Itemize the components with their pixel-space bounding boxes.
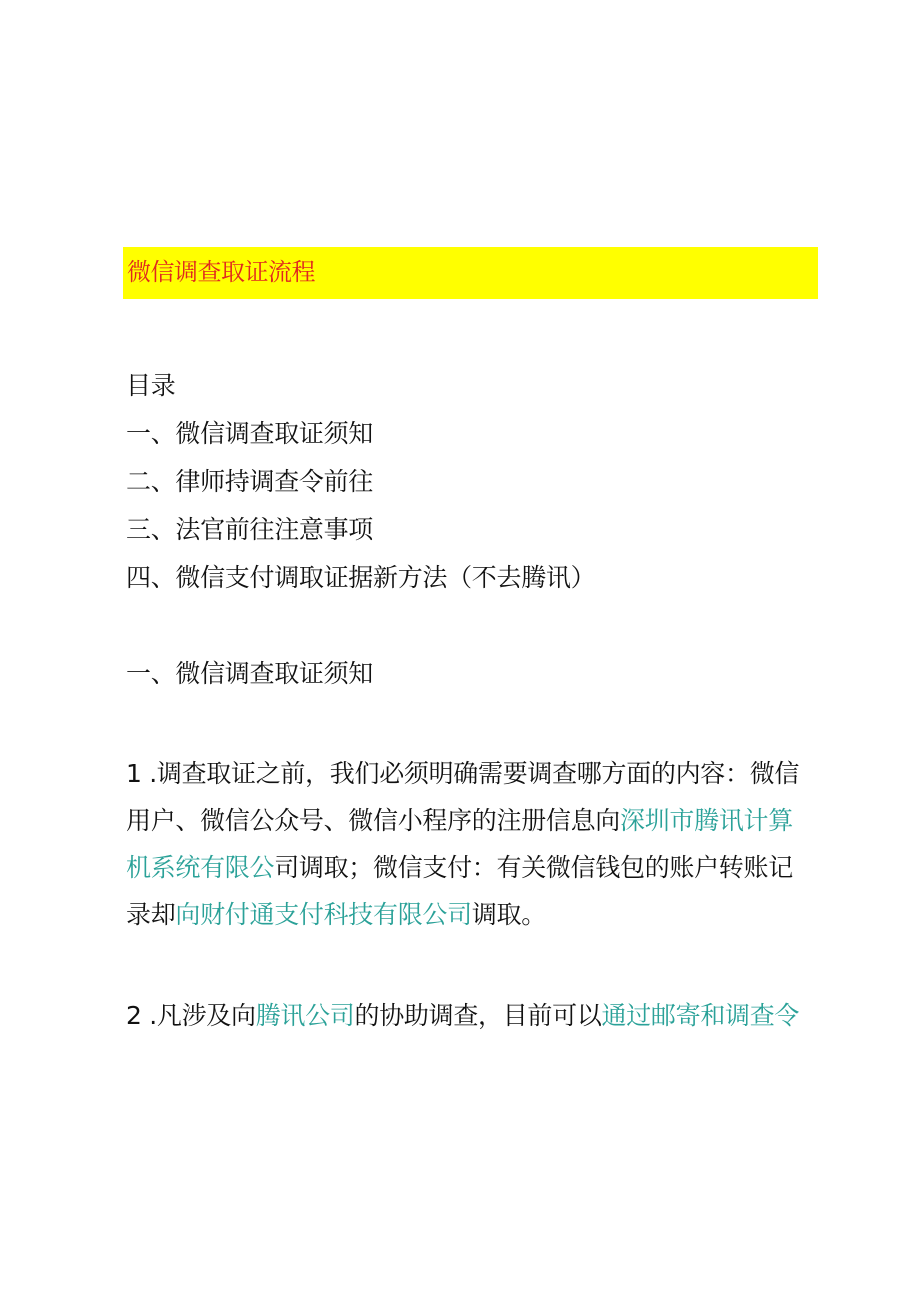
toc-item: 四、微信支付调取证据新方法（不去腾讯）	[126, 563, 596, 592]
text-run: 调取。	[471, 900, 546, 929]
text-run: 的协助调查，目前可以	[354, 1001, 602, 1030]
paragraph-line	[126, 797, 806, 844]
text-run: 2 .凡涉及向	[126, 1001, 256, 1030]
company-link[interactable]: 腾讯公司	[255, 1001, 355, 1030]
toc-item: 二、律师持调查令前往	[126, 467, 374, 496]
section-heading: 一、微信调查取证须知	[126, 659, 374, 688]
paragraph-line	[126, 844, 806, 891]
paragraph-2	[126, 992, 806, 1039]
text-run: 1 .调查取证之前，我们必须明确需要调查哪方面的内容：微信	[126, 759, 800, 788]
text-run: 用户、微信公众号、微信小程序的注册信息向	[126, 806, 621, 835]
method-link[interactable]: 通过邮寄和调查令	[601, 1001, 800, 1030]
paragraph-line	[126, 750, 806, 797]
paragraph-1	[126, 750, 806, 938]
text-run: 司调取；微信支付：有关微信钱包的账户转账记	[274, 853, 793, 882]
title-highlight	[123, 247, 818, 299]
company-link[interactable]: 深圳市腾讯计算	[620, 806, 793, 835]
document-title: 微信调查取证流程	[127, 258, 315, 286]
toc-item: 三、法官前往注意事项	[126, 515, 374, 544]
toc-heading: 目录	[126, 371, 176, 400]
paragraph-line	[126, 891, 806, 938]
company-link[interactable]: 机系统有限公	[126, 853, 275, 882]
paragraph-line	[126, 992, 806, 1039]
company-link[interactable]: 向财付通支付科技有限公司	[175, 900, 472, 929]
text-run: 录却	[126, 900, 176, 929]
toc-item: 一、微信调查取证须知	[126, 419, 374, 448]
